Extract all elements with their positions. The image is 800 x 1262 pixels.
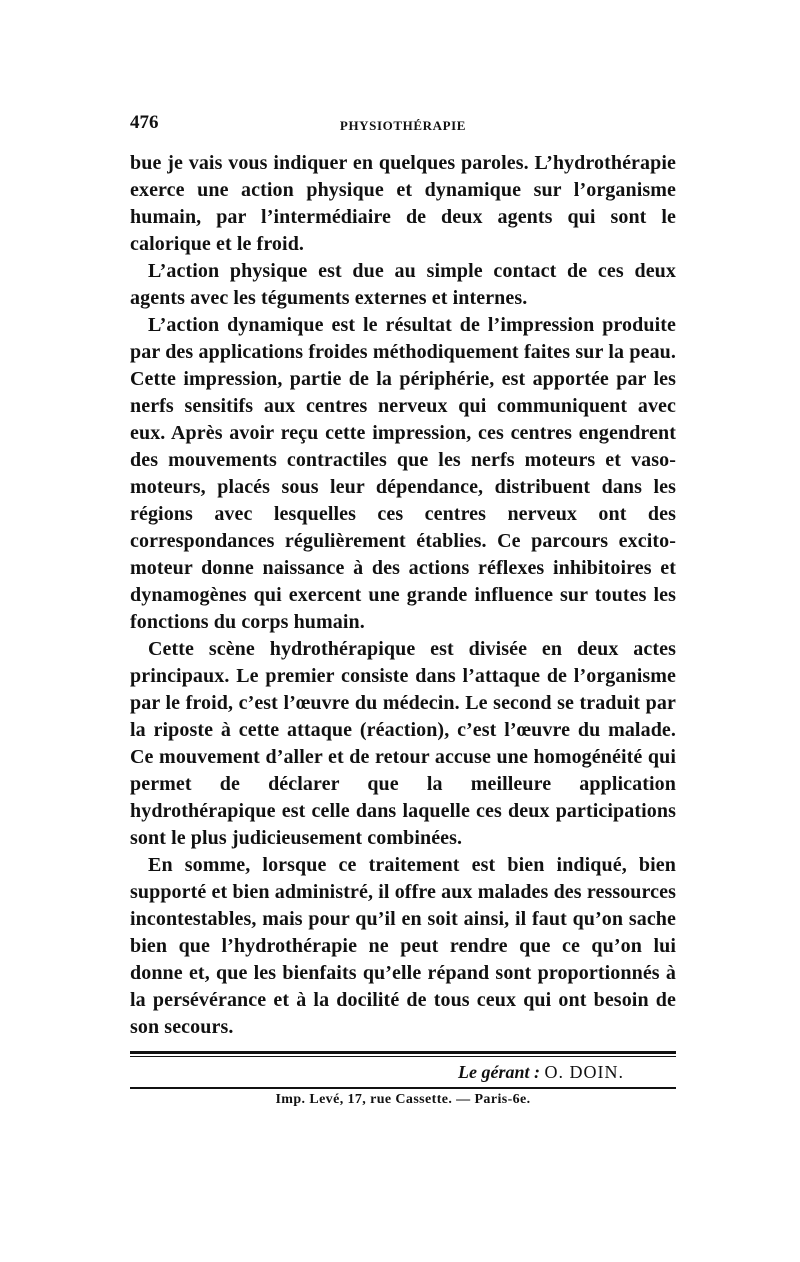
paragraph-2: L’action physique est due au simple contact de ces deux agents avec les téguments externes et internes. — [130, 260, 676, 309]
body-text — [130, 150, 676, 1041]
printer-imprint: Imp. Levé, 17, rue Cassette. — Paris-6e. — [275, 1092, 531, 1107]
page-header — [130, 112, 676, 142]
footer-rule-thin — [130, 1056, 676, 1057]
page-number: 476 — [130, 112, 159, 133]
gerant-line — [130, 1059, 676, 1085]
paragraph-4: Cette scène hydrothérapique est divisée en deux actes principaux. Le premier consiste dans l’attaque de l’organisme par le froid, c’est l’œuvre du médecin. Le second se traduit par la riposte à cette attaque (réaction), c’est l’œuvre du malade. Ce mouvement d’aller et de retour accuse une homogénéité qui permet de déclarer que la meilleure application hydrothérapique est celle dans laquelle ces deux participations sont le plus judicieusement combinées. — [130, 638, 676, 849]
running-title: PHYSIOTHÉRAPIE — [339, 118, 467, 133]
book-page — [130, 112, 676, 1111]
footer-rule-thick — [130, 1051, 676, 1054]
paragraph-3: L’action dynamique est le résultat de l’impression produite par des applications froides méthodiquement faites sur la peau. Cette impression, partie de la périphérie, est apportée par les nerfs sensitifs aux centres nerveux qui communiquent avec eux. Après avoir reçu cette impression, ces centres engendrent des mouvements contractiles que les nerfs moteurs et vaso-moteurs, placés sous leur dépendance, distribuent dans les régions avec lesquelles ces centres nerveux ont des correspondances régulièrement établies. Ce parcours excito-moteur donne naissance à des actions réflexes inhibitoires et dynamogènes qui exercent une grande influence sur toutes les fonctions du corps humain. — [130, 314, 676, 633]
gerant-name: O. DOIN. — [544, 1062, 624, 1082]
paragraph-1: bue je vais vous indiquer en quelques paroles. L’hydrothérapie exerce une action physique et dynamique sur l’organisme humain, par l’intermédiaire de deux agents qui sont le calorique et le froid. — [130, 152, 676, 255]
gerant-label: Le gérant : — [458, 1062, 540, 1082]
paragraph-5: En somme, lorsque ce traitement est bien indiqué, bien supporté et bien administré, il offre aux malades des ressources incontestables, mais pour qu’il en soit ainsi, il faut qu’on sache bien que l’hydrothérapie ne peut rendre que ce qu’on lui donne et, que les bienfaits qu’elle répand sont proportionnés à la persévérance et à la docilité de tous ceux qui ont besoin de son secours. — [130, 854, 676, 1038]
